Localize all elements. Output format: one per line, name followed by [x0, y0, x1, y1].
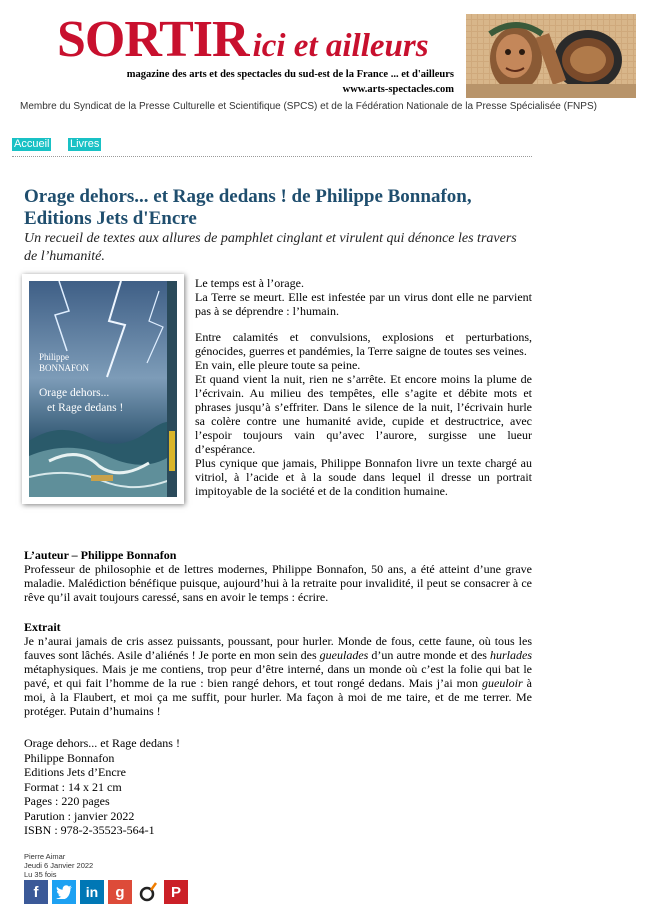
extract-segment: d’un autre monde et des [368, 648, 490, 662]
extract-text [24, 634, 532, 718]
book-info-line: ISBN : 978-2-35523-564-1 [24, 823, 155, 837]
linkedin-icon: in [85, 884, 99, 900]
book-info-line: Pages : 220 pages [24, 794, 110, 808]
lead-paragraph: La Terre se meurt. Elle est infestée par un virus dont elle ne parvient pas à se déprendre : l’humain. [195, 290, 532, 318]
site-tagline: magazine des arts et des spectacles du sud-est de la France ... et d'ailleurs [126, 69, 454, 80]
extract-segment: à moi, à la Flaubert, et moi ça me suffit, pour hurler. Ma façon à moi de me taire, et de me terrer. Me protéger. Putain d’humains ! [24, 676, 533, 718]
lead-paragraph: Le temps est à l’orage. [195, 276, 304, 290]
article-meta [24, 852, 93, 879]
extract-emphasis: gueulades [319, 648, 369, 662]
book-info-line: Parution : janvier 2022 [24, 808, 135, 823]
site-url: www.arts-spectacles.com [342, 84, 454, 95]
author-heading: L’auteur – Philippe Bonnafon [24, 548, 177, 562]
meta-reads: Lu 35 fois [24, 870, 57, 879]
cover-author-first: Philippe [39, 352, 70, 362]
facebook-icon: f [33, 883, 39, 901]
logo-main-text: SORTIR [57, 11, 249, 68]
extract-emphasis: hurlades [490, 648, 532, 662]
lead-paragraph: Plus cynique que jamais, Philippe Bonnafon livre un texte chargé au vitriol, à l’acide et à la soude dans lequel il dresse un portrait impitoyable de la société et de la condition humaine. [195, 456, 532, 498]
nav-link-livres[interactable]: Livres [70, 138, 100, 150]
viadeo-icon [137, 881, 159, 903]
extract-emphasis: gueuloir [482, 676, 523, 690]
share-facebook-button[interactable] [24, 880, 48, 904]
cover-title-line2: et Rage dedans ! [47, 402, 124, 414]
share-google-button[interactable] [108, 880, 132, 904]
article-subtitle: Un recueil de textes aux allures de pamphlet cinglant et virulent qui dénonce les travers de l’humanité. [24, 231, 517, 264]
share-viadeo-button[interactable] [136, 880, 160, 904]
lead-paragraph: Et quand vient la nuit, rien ne s’arrête. Et encore moins la plume de l’écrivain. Au milieu des tempêtes, elle s’agite et débite mots et phrases jusqu’à s’effriter. Dans le silence de la nuit, l’écrivain hurle sa colère contre une humanité avide, cupide et destructrice, avec l’espoir toujours vain qu’avec l’aurore, surgisse une lueur d’espérance. [195, 372, 532, 456]
author-bio: Professeur de philosophie et de lettres modernes, Philippe Bonnafon, 50 ans, a été atteint d’une grave maladie. Malédiction bénéfique puisque, aujourd’hui à la retraite pour invalidité, il peut se consacrer à ce rêve qu’il avait toujours caressé, sans en avoir le temps : écrire. [24, 562, 532, 604]
google-icon: g [115, 883, 125, 901]
book-cover-image [29, 281, 177, 497]
book-info-line: Orage dehors... et Rage dedans ! [24, 736, 180, 750]
lead-paragraph: Entre calamités et convulsions, explosions et perturbations, génocides, guerres et pandémies, la Terre saigne de toutes ses veines. [195, 330, 532, 358]
share-pinterest-button[interactable] [164, 880, 188, 904]
share-linkedin-button[interactable] [80, 880, 104, 904]
article-lead [195, 276, 532, 498]
header-mosaic-image [466, 14, 636, 98]
article-title: Orage dehors... et Rage dedans ! de Philippe Bonnafon, Editions Jets d'Encre [24, 186, 472, 229]
cover-author-last: BONNAFON [39, 363, 90, 373]
pinterest-icon: P [170, 883, 181, 901]
share-twitter-button[interactable] [52, 880, 76, 904]
extract-segment: Je n’aurai jamais de cris assez puissants, poussant, pour hurler. Monde de fous, cette faune, où tous les fauves sont lâchés. Asile d’aliénés ! Je porte en mon sein des [24, 634, 532, 662]
meta-author[interactable]: Pierre Aimar [24, 852, 66, 861]
book-info-line: Philippe Bonnafon [24, 750, 115, 765]
membership-notice: Membre du Syndicat de la Presse Culturelle et Scientifique (SPCS) et de la Fédération Nationale de la Presse Spécialisée (FNPS) [20, 101, 597, 112]
book-info-line: Editions Jets d’Encre [24, 765, 126, 779]
nav-link-accueil[interactable]: Accueil [14, 138, 50, 150]
lead-paragraph: En vain, elle pleure toute sa peine. [195, 358, 361, 372]
book-cover-frame[interactable] [22, 274, 184, 504]
extract-segment: métaphysiques. Mais je me contiens, trop peur d’être interné, dans un monde où c’est la folie qui bat le pavé, et qui fait l’homme de la rue : bien rangé dehors, et tout rongé dedans. Mais j’ai mon [24, 662, 532, 690]
twitter-icon [56, 885, 72, 899]
meta-date: Jeudi 6 Janvier 2022 [24, 861, 94, 870]
publisher-logo [91, 475, 113, 481]
book-info [24, 736, 324, 838]
book-info-line: Format : 14 x 21 cm [24, 779, 122, 794]
cover-title-line1: Orage dehors... [39, 387, 110, 399]
extract-heading: Extrait [24, 620, 61, 634]
site-logo-title[interactable] [57, 11, 462, 70]
nav-divider [12, 156, 532, 157]
logo-sub-text: ici et ailleurs [252, 28, 429, 64]
